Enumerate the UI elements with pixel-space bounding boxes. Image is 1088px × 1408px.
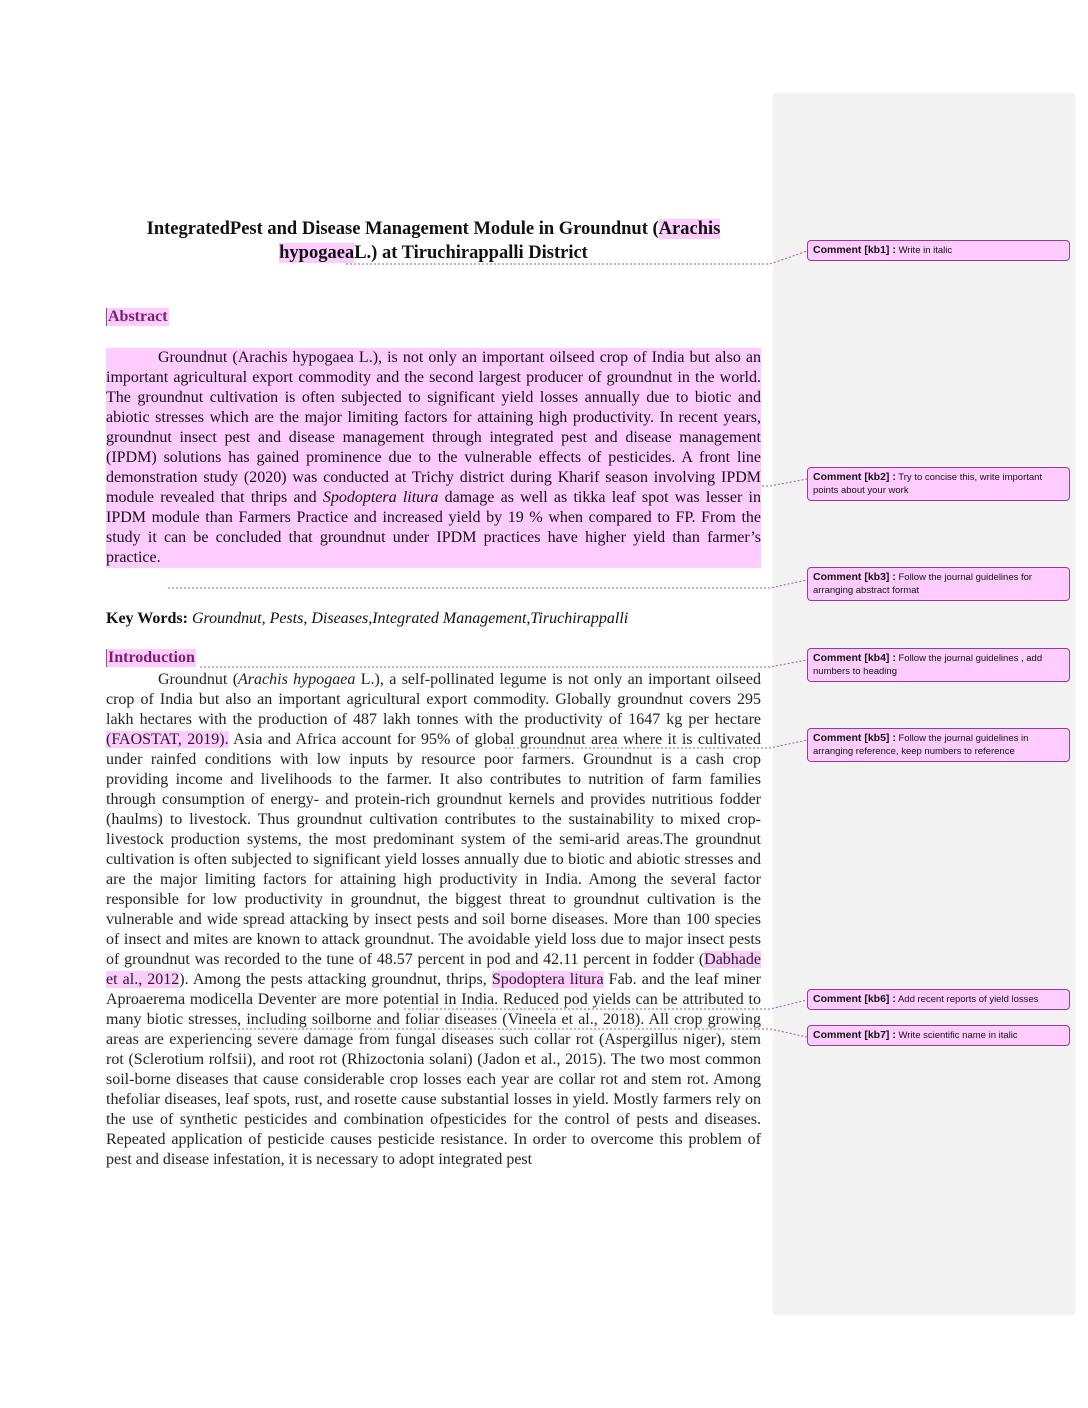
comment-kb7[interactable]: Comment [kb7] : Write scientific name in italic — [807, 1025, 1070, 1046]
reference-faostat: (FAOSTAT, 2019). — [106, 731, 229, 748]
reference-dabhade: Dabhade et al., 2012 — [106, 951, 761, 988]
comment-kb3[interactable]: Comment [kb3] : Follow the journal guidelines for arranging abstract format — [807, 567, 1070, 601]
abstract-heading: Abstract — [108, 308, 168, 325]
introduction-heading: Introduction — [108, 649, 195, 666]
keywords: Key Words: Groundnut, Pests, Diseases,Integrated Management,Tiruchirappalli — [106, 610, 629, 627]
introduction-body: Groundnut (Arachis hypogaea L.), a self-pollinated legume is not only an important oilseed crop of India but also an important agricultural export commodity. Globally groundnut covers 295 lakh hectares with the production of 487 lakh tonnes with the productivity of 1647 kg per hectare (FAOSTAT, 2019). Asia and Africa account for 95% of global groundnut area where it is cultivated under rainfed conditions with low inputs by resource poor farmers. Groundnut is a cash crop providing income and livelihoods to the farmer. It also contributes to nutrition of farm families through consumption of energy- and protein-rich groundnut kernels and provides nutritious fodder (haulms) to livestock. Thus groundnut cultivation contributes to the sustainability to mixed crop-livestock production systems, the most predominant system of the semi-arid areas.The groundnut cultivation is often subjected to significant yield losses annually due to biotic and abiotic stresses and are the major limiting factors for attaining high productivity in India. Among the several factor responsible for low productivity in groundnut, the biggest threat to groundnut cultivation is the vulnerable and wide spread attacking by insect pests and soil borne diseases. More than 100 species of insect and mites are known to attack groundnut. The avoidable yield loss due to major insect pests of groundnut was recorded to the tune of 48.57 percent in pod and 42.11 percent in fodder (Dabhade et al., 2012). Among the pests attacking groundnut, thrips, Spodoptera litura Fab. and the leaf miner Aproaerema modicella Deventer are more potential in India. Reduced pod yields can be attributed to many biotic stresses, including soilborne and foliar diseases (Vineela et al., 2018). All crop growing areas are experiencing severe damage from fungal diseases such collar rot (Aspergillus niger), stem rot (Sclerotium rolfsii), and root rot (Rhizoctonia solani) (Jadon et al., 2015). The two most common soil-borne diseases that cause considerable crop losses each year are collar rot and stem rot. Among thefoliar diseases, leaf spots, rust, and rosette cause substantial losses in yield. Mostly farmers rely on the use of synthetic pesticides and combination ofpesticides for the control of pests and diseases. Repeated application of pesticide causes pesticide resistance. In order to overcome this problem of pest and disease infestation, it is necessary to adopt integrated pest — [106, 671, 762, 1168]
abstract-body: Groundnut (Arachis hypogaea L.), is not only an important oilseed crop of India but also an important agricultural export commodity and the second largest producer of groundnut in the world. The groundnut cultivation is often subjected to significant yield losses annually due to biotic and abiotic stresses which are the major limiting factors for attaining high productivity. In recent years, groundnut insect pest and disease management through integrated pest and disease management (IPDM) solutions has gained prominence due to the vulnerable effects of pesticides. A front line demonstration study (2020) was conducted at Trichy district during Kharif season involving IPDM module revealed that thrips and Spodoptera litura damage as well as tikka leaf spot was lesser in IPDM module than Farmers Practice and increased yield by 19 % when compared to FP. From the study it can be concluded that groundnut under IPDM practices have higher yield than farmer’s practice. — [106, 349, 762, 566]
comment-kb2[interactable]: Comment [kb2] : Try to concise this, write important points about your work — [807, 467, 1070, 501]
comment-kb5[interactable]: Comment [kb5] : Follow the journal guidelines in arranging reference, keep numbers to reference — [807, 728, 1070, 762]
comment-kb4[interactable]: Comment [kb4] : Follow the journal guidelines , add numbers to heading — [807, 648, 1070, 682]
document-title: IntegratedPest and Disease Management Module in Groundnut (Arachis hypogaeaL.) at Tiruchirappalli District — [146, 219, 721, 263]
comment-kb1[interactable]: Comment [kb1] : Write in italic — [807, 240, 1070, 261]
comment-kb6[interactable]: Comment [kb6] : Add recent reports of yield losses — [807, 989, 1070, 1010]
